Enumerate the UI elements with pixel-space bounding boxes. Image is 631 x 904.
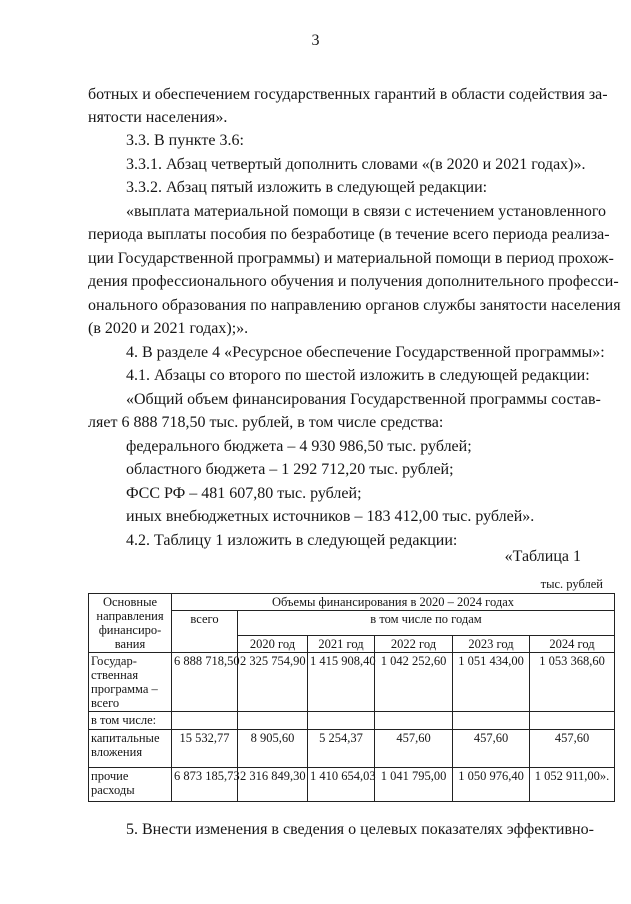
cell-value: 457,60 [375, 730, 453, 768]
cell-value: 1 053 368,60 [530, 653, 615, 712]
paragraph-line: 4. В разделе 4 «Ресурсное обеспечение Государственной программы»: [126, 344, 605, 361]
header-year: 2022 год [375, 636, 453, 653]
header-year: 2020 год [238, 636, 308, 653]
financing-table [88, 593, 615, 802]
cell-value: 457,60 [530, 730, 615, 768]
cell-value: 1 042 252,60 [375, 653, 453, 712]
paragraph-line: 5. Внести изменения в сведения о целевых показателях эффективно- [126, 821, 594, 838]
cell-value [375, 712, 453, 730]
row-label: в том числе: [89, 712, 172, 730]
paragraph-line: (в 2020 и 2021 годах);». [88, 320, 249, 337]
cell-value: 15 532,77 [172, 730, 238, 768]
paragraph-line: 3.3.1. Абзац четвертый дополнить словами «(в 2020 и 2021 годах)». [126, 156, 586, 173]
cell-value: 2 325 754,90 [238, 653, 308, 712]
cell-value: 1 041 795,00 [375, 768, 453, 802]
paragraph-line: областного бюджета – 1 292 712,20 тыс. рублей; [126, 461, 454, 478]
paragraph-line: дения профессионального обучения и получения дополнительного професси- [88, 273, 619, 290]
paragraph-line: ции Государственной программы) и материальной помощи в период прохож- [88, 250, 614, 267]
cell-value: 1 050 976,40 [453, 768, 530, 802]
row-label: Государ-ственная программа – всего [89, 653, 172, 712]
paragraph-line: 4.2. Таблицу 1 изложить в следующей редакции: [126, 532, 458, 549]
paragraph-line: ляет 6 888 718,50 тыс. рублей, в том числе средства: [88, 414, 444, 431]
header-total: всего [172, 611, 238, 653]
header-year: 2023 год [453, 636, 530, 653]
paragraph-line: «выплата материальной помощи в связи с истечением установленного [126, 203, 606, 220]
table-row [89, 768, 615, 802]
cell-value [530, 712, 615, 730]
header-year: 2021 год [308, 636, 375, 653]
table-caption: «Таблица 1 [504, 548, 581, 565]
cell-value: 6 888 718,50 [172, 653, 238, 712]
header-year: 2024 год [530, 636, 615, 653]
cell-value: 2 316 849,30 [238, 768, 308, 802]
cell-value: 1 415 908,40 [308, 653, 375, 712]
cell-value: 1 052 911,00». [530, 768, 615, 802]
table-row [89, 653, 615, 712]
row-label: капитальные вложения [89, 730, 172, 768]
paragraph-line: федерального бюджета – 4 930 986,50 тыс. рублей; [126, 438, 472, 455]
cell-value [453, 712, 530, 730]
cell-value: 8 905,60 [238, 730, 308, 768]
table-row [89, 712, 615, 730]
paragraph-line: 4.1. Абзацы со второго по шестой изложить в следующей редакции: [126, 367, 590, 384]
cell-value: 1 410 654,03 [308, 768, 375, 802]
paragraph-line: онального образования по направлению органов службы занятости населения [88, 297, 621, 314]
row-label: прочие расходы [89, 768, 172, 802]
table-row [89, 730, 615, 768]
header-directions: Основные направления финансиро-вания [89, 594, 172, 653]
table-units: тыс. рублей [540, 577, 603, 591]
paragraph-line: периода выплаты пособия по безработице (в течение всего периода реализа- [88, 226, 610, 243]
cell-value [238, 712, 308, 730]
header-by-years: в том числе по годам [238, 611, 615, 636]
header-volumes: Объемы финансирования в 2020 – 2024 годах [172, 594, 615, 611]
paragraph-line: 3.3. В пункте 3.6: [126, 132, 244, 149]
page-number: 3 [311, 32, 320, 49]
paragraph-line: «Общий объем финансирования Государственной программы состав- [126, 391, 601, 408]
paragraph-line: ботных и обеспечением государственных гарантий в области содействия за- [88, 86, 608, 103]
cell-value [172, 712, 238, 730]
cell-value: 6 873 185,73 [172, 768, 238, 802]
cell-value: 1 051 434,00 [453, 653, 530, 712]
paragraph-line: ФСС РФ – 481 607,80 тыс. рублей; [126, 485, 362, 502]
paragraph-line: иных внебюджетных источников – 183 412,00 тыс. рублей». [126, 508, 535, 525]
paragraph-line: 3.3.2. Абзац пятый изложить в следующей редакции: [126, 179, 488, 196]
paragraph-line: нятости населения». [88, 109, 228, 126]
cell-value: 5 254,37 [308, 730, 375, 768]
cell-value: 457,60 [453, 730, 530, 768]
cell-value [308, 712, 375, 730]
